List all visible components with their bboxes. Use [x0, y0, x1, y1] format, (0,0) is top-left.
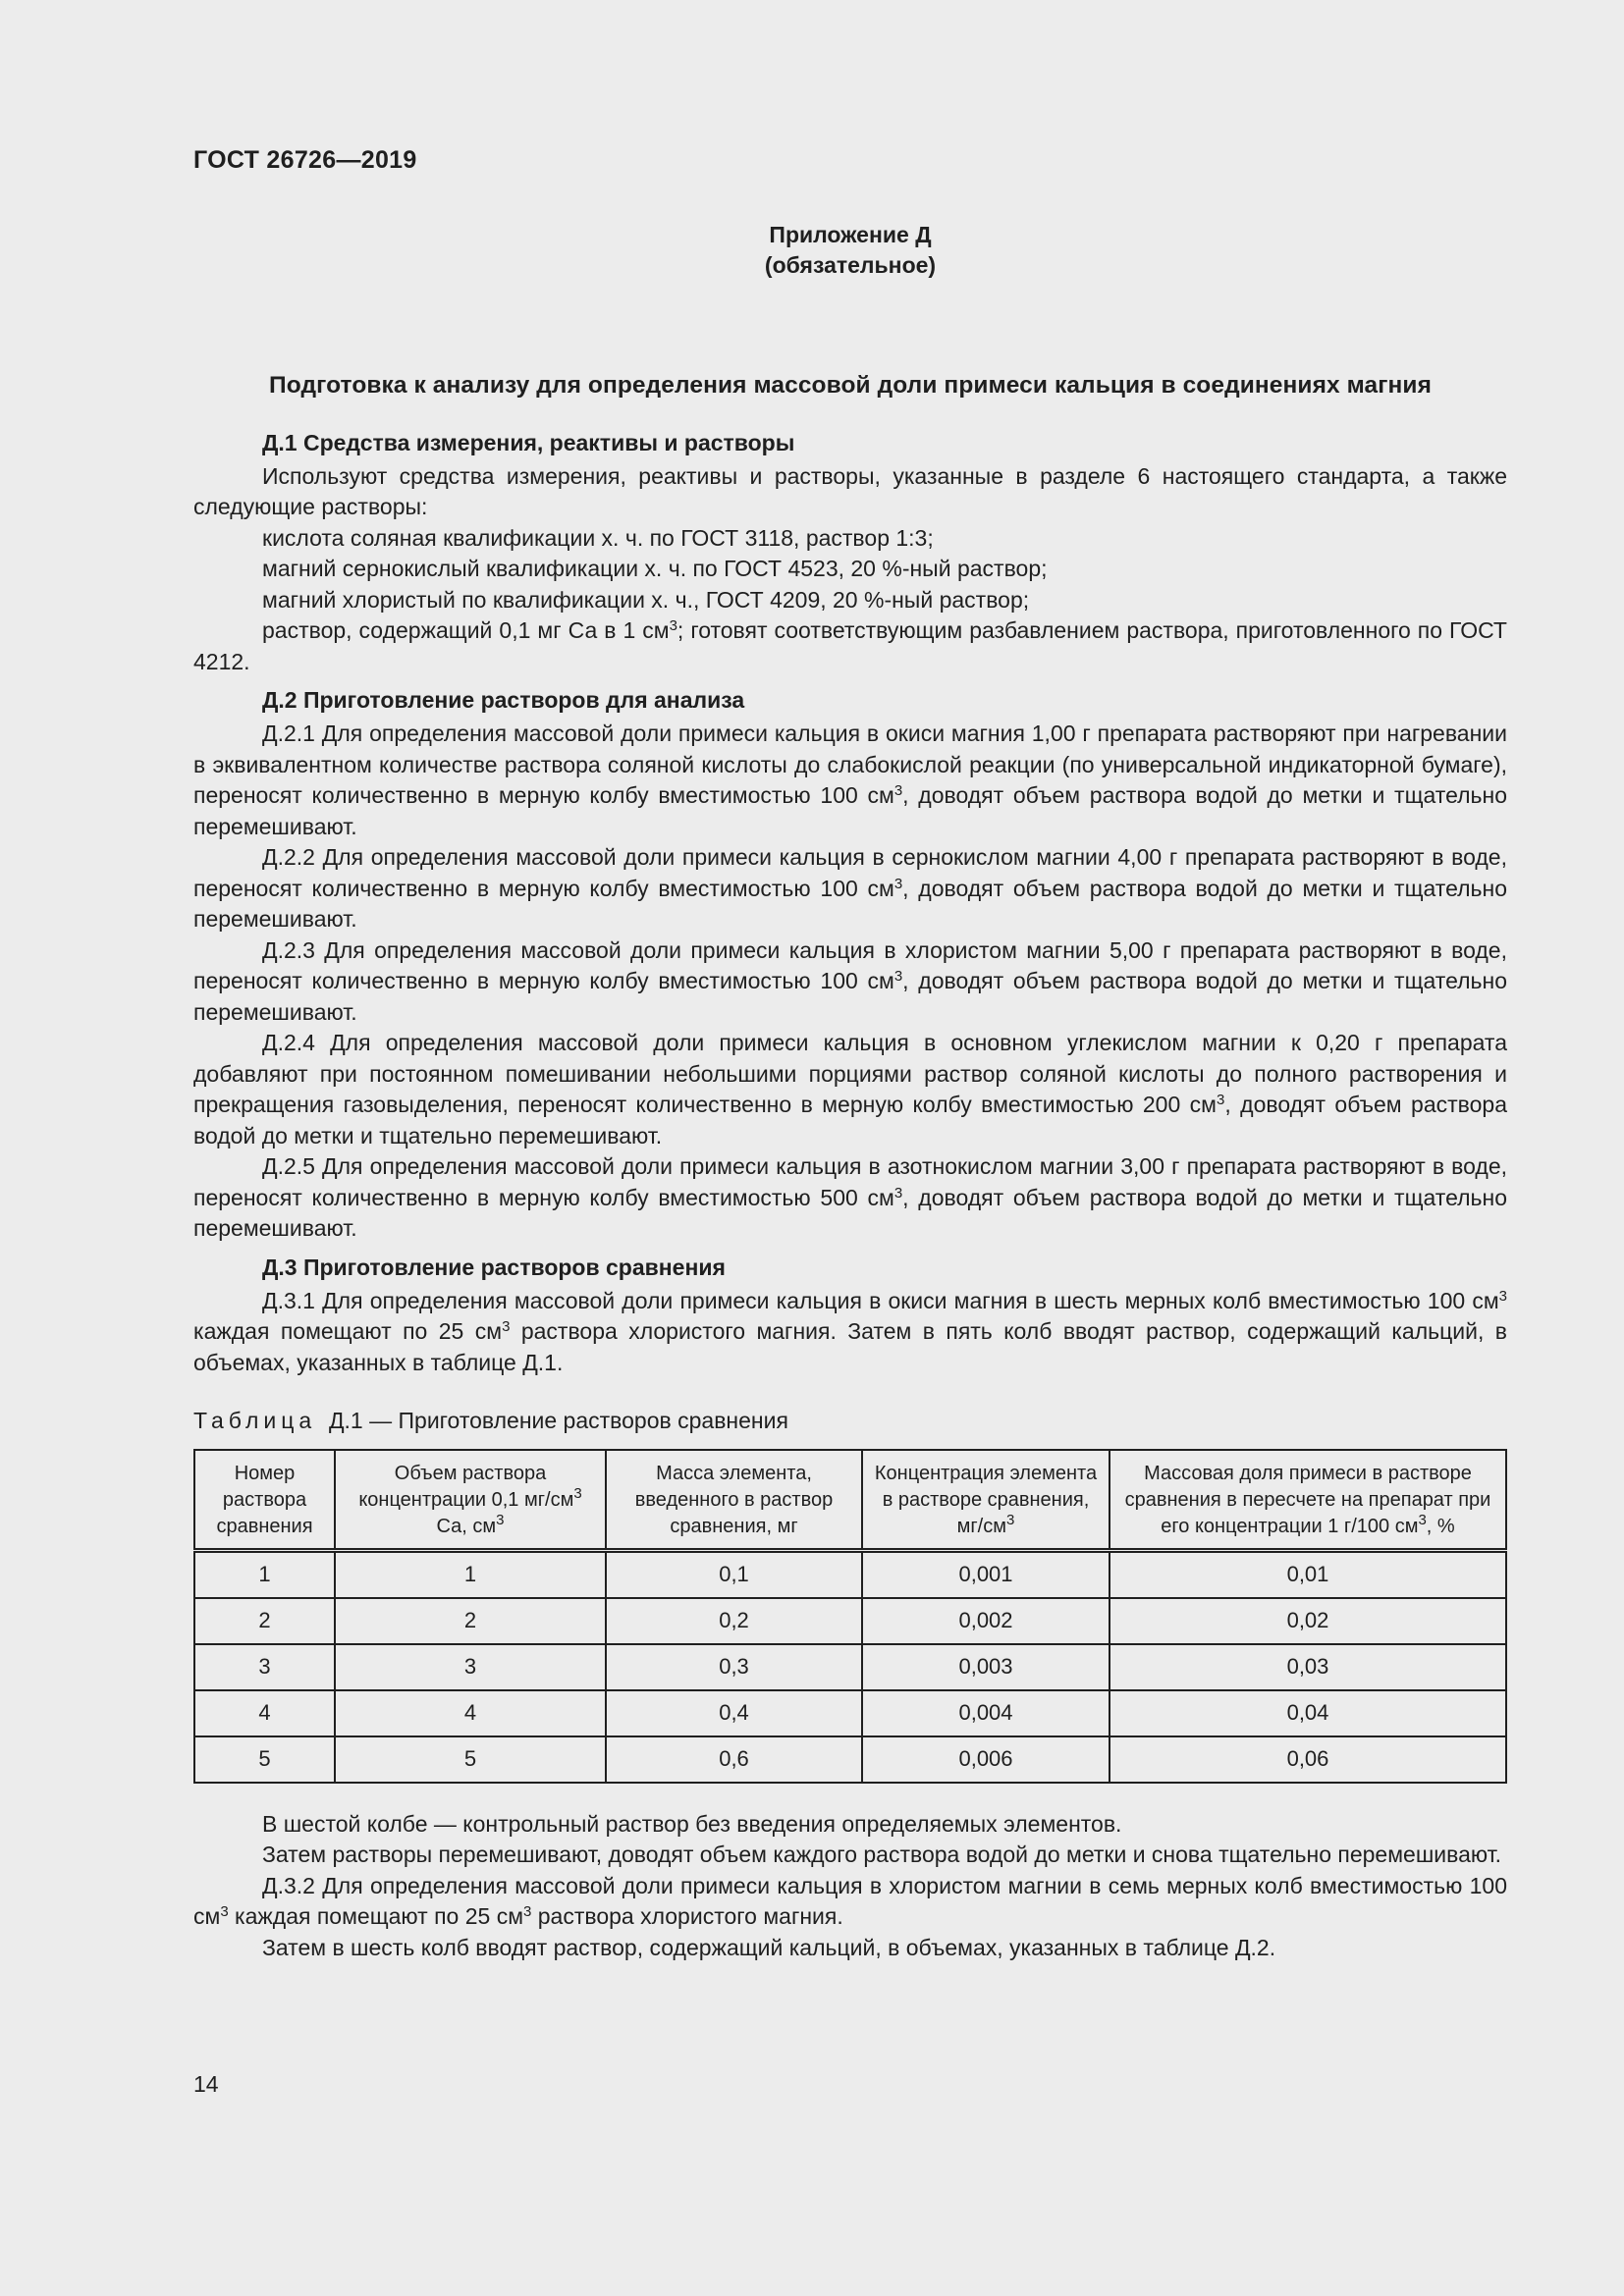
table-cell: 4 [335, 1690, 606, 1736]
paragraph: Затем растворы перемешивают, доводят объем каждого раствора водой до метки и снова тщательно перемешивают. [262, 1842, 1502, 1867]
document-id: ГОСТ 26726—2019 [193, 146, 417, 174]
appendix-label: Приложение Д [769, 221, 932, 247]
section-heading-d3: Д.3 Приготовление растворов сравнения [262, 1254, 726, 1280]
table-cell: 0,003 [862, 1644, 1110, 1690]
paragraph: Д.2.2 Для определения массовой доли примеси кальция в сернокислом магнии 4,00 г препарата растворяют в воде, переносят количественно в мерную колбу вместимостью 100 $см^3$, доводят объем раствора водой до метки и тщательно перемешивают. [193, 844, 1507, 932]
table-header-row [194, 1450, 1506, 1551]
table-cell: 0,01 [1110, 1550, 1506, 1598]
paragraph: Д.2.4 Для определения массовой доли примеси кальция в основном углекислом магнии к 0,20 г препарата добавляют при постоянном помешивании небольшими порциями раствор соляной кислоты до полного растворения и прекращения газовыделения, переносят количественно в мерную колбу вместимостью 200 $см^3$, доводят объем раствора водой до метки и тщательно перемешивают. [193, 1030, 1507, 1148]
table-cell: 0,002 [862, 1598, 1110, 1644]
column-header: Массовая доля примеси в растворе сравнения в пересчете на препарат при его концентрации 1 г/100 $см^3$, % [1110, 1450, 1506, 1551]
paragraph: Д.3.2 Для определения массовой доли примеси кальция в хлористом магнии в семь мерных колб вместимостью 100 $см^3$ каждая помещают по 25 $см^3$ раствора хлористого магния. [193, 1872, 1507, 1929]
table-cell: 0,004 [862, 1690, 1110, 1736]
table-cell: 0,3 [606, 1644, 862, 1690]
section-heading-d1: Д.1 Средства измерения, реактивы и растворы [262, 429, 795, 455]
table-cell: 0,06 [1110, 1736, 1506, 1783]
list-item: раствор, содержащий 0,1 мг Са в 1 $см^3$; готовят соответствующим разбавлением раствора, приготовленного по ГОСТ 4212. [193, 617, 1507, 674]
table-cell: 5 [335, 1736, 606, 1783]
paragraph: Затем в шесть колб вводят раствор, содержащий кальций, в объемах, указанных в таблице Д.2. [262, 1934, 1276, 1960]
data-table [193, 1449, 1507, 1784]
table-cell: 1 [335, 1550, 606, 1598]
column-header: Масса элемента, введенного в раствор сравнения, мг [606, 1450, 862, 1551]
table-cell: 0,6 [606, 1736, 862, 1783]
table-cell: 0,4 [606, 1690, 862, 1736]
table-cell: 1 [194, 1550, 335, 1598]
paragraph: В шестой колбе — контрольный раствор без введения определяемых элементов. [262, 1810, 1122, 1837]
table-row [194, 1550, 1506, 1598]
table-cell: 0,1 [606, 1550, 862, 1598]
table-caption: Таблица Д.1 — Приготовление растворов сравнения [193, 1408, 788, 1433]
section-heading-d2: Д.2 Приготовление растворов для анализа [262, 687, 745, 713]
table-row [194, 1644, 1506, 1690]
list-item: магний хлористый по квалификации х. ч., ГОСТ 4209, 20 %-ный раствор; [262, 586, 1030, 613]
table-row [194, 1736, 1506, 1783]
paragraph: Д.2.1 Для определения массовой доли примеси кальция в окиси магния 1,00 г препарата растворяют при нагревании в эквивалентном количестве раствора соляной кислоты до слабокислой реакции (по универсальной индикаторной бумаге), переносят количественно в мерную колбу вместимостью 100 $см^3$, доводят объем раствора водой до метки и тщательно перемешивают. [193, 721, 1507, 839]
table-cell: 3 [194, 1644, 335, 1690]
table-row [194, 1690, 1506, 1736]
table-cell: 3 [335, 1644, 606, 1690]
appendix-status: (обязательное) [764, 251, 937, 278]
table-cell: 0,2 [606, 1598, 862, 1644]
paragraph: Д.2.5 Для определения массовой доли примеси кальция в азотнокислом магнии 3,00 г препарата растворяют в воде, переносят количественно в мерную колбу вместимостью 500 $см^3$, доводят объем раствора водой до метки и тщательно перемешивают. [193, 1153, 1507, 1241]
appendix-title: Подготовка к анализу для определения массовой доли примеси кальция в соединениях магния [269, 371, 1432, 399]
table-cell: 0,04 [1110, 1690, 1506, 1736]
paragraph: Д.3.1 Для определения массовой доли примеси кальция в окиси магния в шесть мерных колб вместимостью 100 $см^3$ каждая помещают по 25 $см^3$ раствора хлористого магния. Затем в пять колб вводят раствор, содержащий кальций, в объемах, указанных в таблице Д.1. [193, 1287, 1507, 1375]
table-row [194, 1598, 1506, 1644]
table-cell: 5 [194, 1736, 335, 1783]
list-item: магний сернокислый квалификации х. ч. по ГОСТ 4523, 20 %-ный раствор; [262, 556, 1048, 581]
paragraph: Д.2.3 Для определения массовой доли примеси кальция в хлористом магнии 5,00 г препарата растворяют в воде, переносят количественно в мерную колбу вместимостью 100 $см^3$, доводят объем раствора водой до метки и тщательно перемешивают. [193, 936, 1507, 1025]
list-item: кислота соляная квалификации х. ч. по ГОСТ 3118, раствор 1:3; [262, 524, 934, 551]
table-cell: 0,006 [862, 1736, 1110, 1783]
post-table-text [193, 1809, 1507, 1964]
column-header: Номер раствора сравнения [194, 1450, 335, 1551]
table-cell: 0,001 [862, 1550, 1110, 1598]
table-cell: 0,03 [1110, 1644, 1506, 1690]
table-cell: 2 [335, 1598, 606, 1644]
page-number: 14 [193, 2071, 219, 2097]
column-header: Объем раствора концентрации 0,1 $мг/см^3$ Са, $см^3$ [335, 1450, 606, 1551]
document-page [193, 145, 1507, 1963]
column-header: Концентрация элемента в растворе сравнения, $мг/см^3$ [862, 1450, 1110, 1551]
table-cell: 2 [194, 1598, 335, 1644]
table-cell: 0,02 [1110, 1598, 1506, 1644]
table-cell: 4 [194, 1690, 335, 1736]
paragraph: Используют средства измерения, реактивы и растворы, указанные в разделе 6 настоящего стандарта, а также следующие растворы: [193, 462, 1507, 519]
